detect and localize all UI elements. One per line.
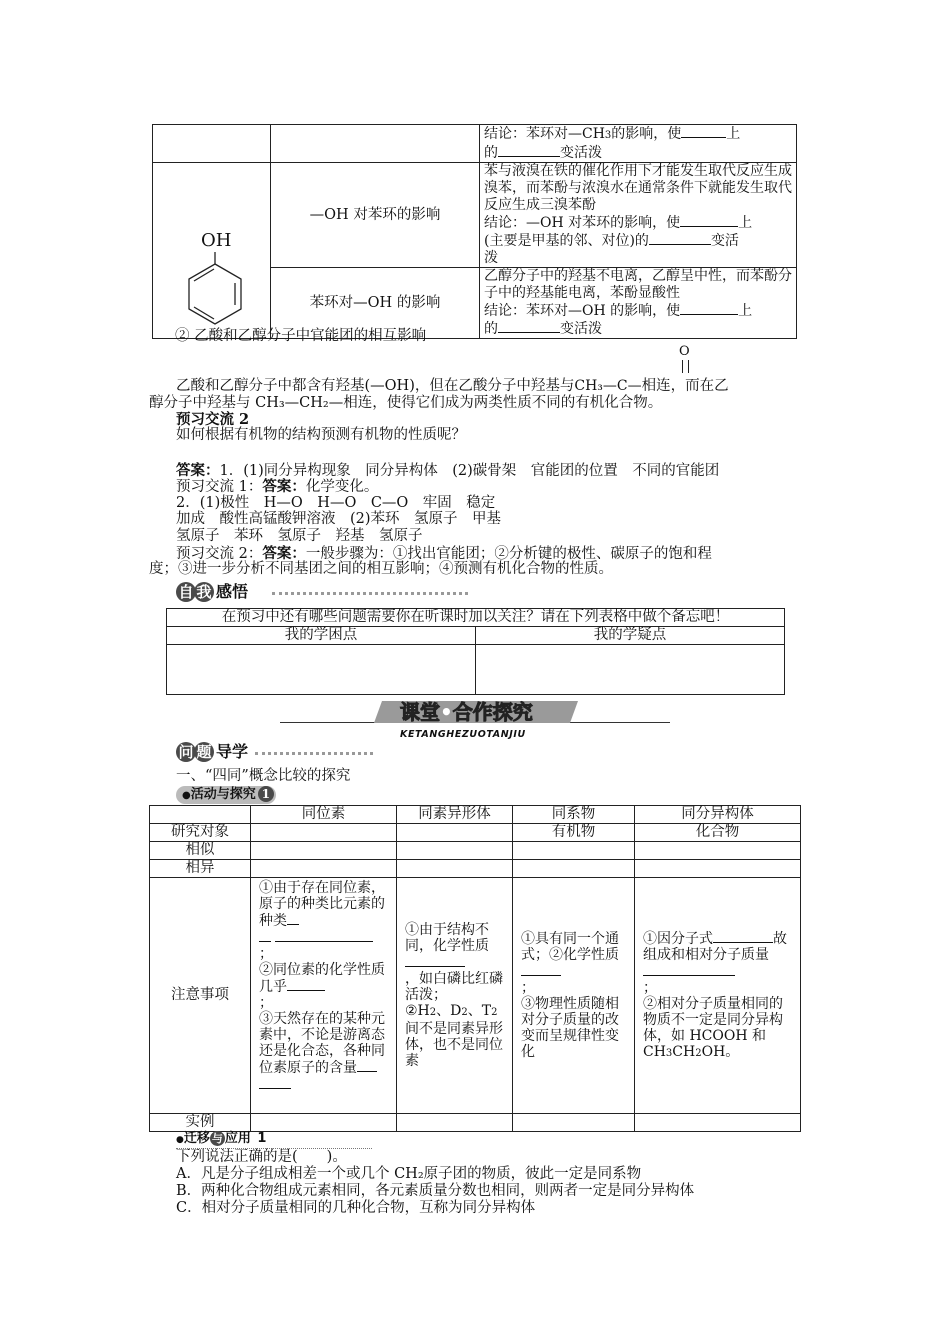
answer-1b: 化学变化。 — [305, 479, 379, 495]
row-notes: 注意事项 — [150, 878, 251, 1114]
object-isomer: 化合物 — [635, 824, 801, 842]
answer-line5: 氢原子 苯环 氢原子 羟基 氢原子 — [176, 528, 423, 544]
table1-cell-r1c3 — [480, 163, 797, 268]
answer-line2 — [176, 478, 378, 496]
memo-table — [166, 608, 785, 695]
option-a[interactable]: A．凡是分子组成相差一个或几个 CH₂原子团的物质，彼此一定是同系物 — [176, 1166, 642, 1182]
answer-line4: 加成 酸性高锰酸钾溶液 (2)苯环 氢原子 甲基 — [176, 511, 502, 527]
table1-cell-r2c3 — [480, 268, 797, 339]
note-isotope: ①由于存在同位素，原子的种类比元素的种类 ； ②同位素的化学性质几乎 ； ③天然存在的某种元素中，不论是游离态还是化合态，各种同位素原子的含量 — [251, 878, 397, 1114]
answer-line3: 2．(1)极性 H—O H—O C—O 牢固 稳定 — [176, 495, 496, 511]
answer-line7: 度；③进一步分析不同基团之间的相互影响；④预测有机化合物的性质。 — [149, 561, 613, 577]
activity-text: 活动与探究 — [190, 787, 256, 802]
answer-1: 1．(1)同分异构现象 同分异构体 (2)碳骨架 官能团的位置 不同的官能团 — [219, 463, 720, 479]
acetyl-group: CH₃—C— — [574, 378, 642, 394]
header-isomer: 同分异构体 — [635, 806, 801, 824]
exchange2-question: 如何根据有机物的结构预测有机物的性质呢？ — [176, 427, 466, 443]
table1-cell-r0c3 — [480, 125, 797, 163]
four-same-table — [149, 805, 801, 1132]
row-example: 实例 — [150, 1114, 251, 1132]
ziwo-char1: 自 — [176, 582, 196, 602]
table1-cell — [271, 125, 480, 163]
object-homolog: 有机物 — [513, 824, 635, 842]
question-stem: 下列说法正确的是( )。 — [176, 1149, 347, 1165]
r0c3-text: 结论：苯环对—CH3的影响，使 上 的 变活泼 — [484, 126, 741, 161]
header-homolog: 同系物 — [513, 806, 635, 824]
activity-num: 1 — [258, 786, 274, 802]
r1c3-text: 苯与液溴在铁的催化作用下才能发生取代反应生成溴苯，而苯酚与浓溴水在通常条件下就能发生取代反应生成三溴苯酚 结论：—OH 对苯环的影响，使 上 (主要是甲基的邻、对位)的 变活 泼 — [484, 163, 792, 266]
ziwo-rest: 感悟 — [216, 582, 249, 601]
exchange2-title: 预习交流 2 — [176, 411, 250, 428]
answer-5: 一般步骤为：①找出官能团；②分析键的极性、碳原子的饱和程 — [305, 546, 712, 562]
transfer-num: 1 — [257, 1131, 267, 1146]
table2-cell — [513, 1114, 635, 1132]
row-object: 研究对象 — [150, 824, 251, 842]
table2-cell — [513, 842, 635, 860]
table2-cell — [513, 860, 635, 878]
answer-label: 答案： — [262, 478, 306, 495]
table2-cell — [251, 1114, 397, 1132]
ring-effect-label: 苯环对—OH 的影响 — [271, 268, 480, 339]
table2-corner — [150, 806, 251, 824]
section-title-2: ② 乙酸和乙醇分子中官能团的相互影响 — [175, 328, 427, 344]
option-b[interactable]: B．两种化合物组成元素相同，各元素质量分数也相同，则两者一定是同分异构体 — [176, 1183, 695, 1199]
table2-cell — [397, 1114, 513, 1132]
row-similar: 相似 — [150, 842, 251, 860]
para-line1 — [176, 378, 729, 395]
wenti-char1: 问 — [176, 742, 196, 762]
memo-cell-2[interactable] — [476, 645, 785, 695]
transfer-a: 迁移 — [183, 1131, 210, 1146]
option-c[interactable]: C．相对分子质量相同的几种化合物，互称为同分异构体 — [176, 1200, 536, 1216]
banner-pinyin: KETANGHEZUOTANJIU — [400, 729, 526, 740]
banner-title-a: 课堂 — [400, 700, 440, 724]
table1-cell — [153, 125, 271, 163]
memo-col2: 我的学疑点 — [476, 627, 785, 645]
header-isotope: 同位素 — [251, 806, 397, 824]
phenol-structure-cell — [153, 163, 271, 339]
row-different: 相异 — [150, 860, 251, 878]
ziwo-char2: 我 — [194, 582, 214, 602]
table2-cell — [251, 842, 397, 860]
oh-effect-label: —OH 对苯环的影响 — [271, 163, 480, 268]
answer-1b-pre: 预习交流 1： — [176, 479, 263, 495]
answer-5-pre: 预习交流 2： — [176, 546, 263, 562]
para-line2: 醇分子中羟基与 CH₃—CH₂—相连，使得它们成为两类性质不同的有机化合物。 — [149, 395, 663, 411]
wenti-rest: 导学 — [216, 742, 249, 761]
table2-cell — [397, 842, 513, 860]
memo-cell-1[interactable] — [167, 645, 476, 695]
topic-1: 一、“四同”概念比较的探究 — [176, 768, 351, 784]
table2-cell — [635, 842, 801, 860]
para-line1b: 相连，而在乙 — [641, 378, 729, 394]
carbonyl-o: O — [679, 344, 690, 359]
r2c3-text: 乙醇分子中的羟基不电离，乙醇呈中性，而苯酚分子中的羟基能电离，苯酚显酸性 结论：苯环对—OH 的影响，使 上 的 变活泼 — [484, 268, 792, 337]
dotted-divider — [255, 752, 373, 755]
table2-cell — [397, 860, 513, 878]
transfer-b: 与 — [211, 1132, 223, 1145]
answer-label: 答案： — [262, 545, 306, 562]
activity-label: ●活动与探究 1 — [176, 786, 276, 804]
memo-prompt: 在预习中还有哪些问题需要你在听课时加以关注？请在下列表格中做个备忘吧！ — [167, 609, 785, 627]
banner-title: 课堂•合作探究 — [400, 700, 533, 724]
transfer-c: 应用 — [224, 1131, 251, 1146]
table2-cell — [397, 824, 513, 842]
table2-cell — [635, 1114, 801, 1132]
dotted-divider — [272, 592, 468, 595]
banner-title-b: 合作探究 — [452, 700, 533, 724]
transfer-label: ●迁移 与 应用 1 — [176, 1131, 267, 1146]
memo-col1: 我的学困点 — [167, 627, 476, 645]
wenti-heading — [176, 742, 248, 764]
para-line1a: 乙酸和乙醇分子中都含有羟基(—OH)，但在乙酸分子中羟基与 — [176, 378, 575, 394]
table2-cell — [251, 860, 397, 878]
table2-cell — [251, 824, 397, 842]
comparison-table-1 — [152, 124, 797, 339]
carbonyl-double-bond — [682, 360, 689, 373]
note-homolog: ①具有同一个通式；②化学性质 ； ③物理性质随相对分子质量的改变而呈规律性变化 — [513, 878, 635, 1114]
ziwo-heading — [176, 582, 248, 604]
answer-label: 答案： — [176, 462, 220, 479]
note-isomer: ①因分子式 故组成和相对分子质量 ； ②相对分子质量相同的物质不一定是同分异构体，如 HCOOH 和 CH3CH2OH。 — [635, 878, 801, 1114]
header-allotrope: 同素异形体 — [397, 806, 513, 824]
oh-label: OH — [201, 229, 232, 251]
table2-cell — [635, 860, 801, 878]
wenti-char2: 题 — [194, 742, 214, 762]
note-allotrope: ①由于结构不同，化学性质 ，如白磷比红磷活泼； ②H2、D2、T2间不是同素异形体，也不是同位素 — [397, 878, 513, 1114]
benzene-ring-icon — [157, 168, 266, 334]
